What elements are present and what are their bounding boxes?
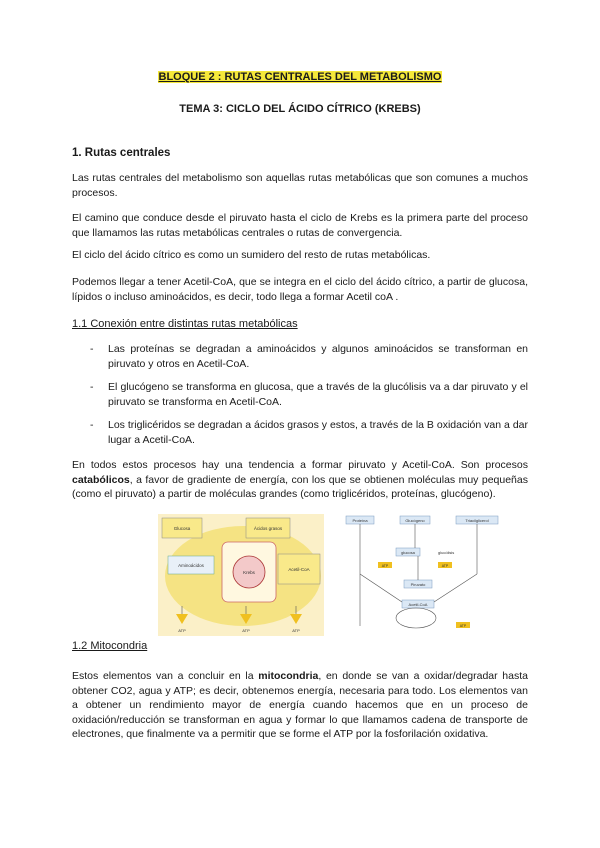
bullet-text: El glucógeno se transforma en glucosa, que a través de la glucólisis va a dar piruvato y el piruvato se transforma en Acetil-CoA. [108, 381, 528, 408]
fig2-label: ATP [459, 624, 467, 628]
mito-text-2: , en donde se van a oxidar/degradar hasta obtener CO2, agua y ATP; es decir, obtenemos energía, necesaria para todo. Los elementos van a obtener un rendimiento mayor de energía cuando hacemos que en un proceso de oxidación/reducción se transforman en agua y formar lo que llamamos cadena de transporte de electrones, que finalmente va a permitir que se forme el ATP por la fosforilación oxidativa. [72, 670, 528, 740]
bullet-item [90, 342, 528, 371]
paragraph-4: Podemos llegar a tener Acetil-CoA, que se integra en el ciclo del ácido cítrico, a partir de glucosa, lípidos o incluso aminoácidos, es decir, todo llega a formar Acetil coA . [72, 276, 528, 303]
fig2-label: Triacilglicerol [465, 518, 489, 523]
fig1-label: Acetil-CoA [288, 567, 310, 572]
catabolism-flow-figure [338, 514, 504, 636]
mito-bold: mitocondria [258, 670, 319, 682]
summary-text-2: , a favor de gradiente de energía, con los que se obtienen moléculas muy pequeñas (como el piruvato) a partir de moléculas grandes (como triglicéridos, proteínas, glucógeno). [72, 473, 528, 500]
block-title-text: BLOQUE 2 : RUTAS CENTRALES DEL METABOLISMO [158, 71, 442, 83]
fig2-label: ATP [441, 564, 449, 568]
section-heading-1: 1. Rutas centrales [72, 147, 171, 159]
summary-bold: catabólicos [72, 473, 130, 486]
fig1-label: Aminoácidos [178, 563, 204, 568]
fig2-label: glucosa [401, 550, 415, 555]
section-heading-1-2: 1.2 Mitocondria [72, 640, 148, 652]
bullet-text: Los triglicéridos se degradan a ácidos grasos y estos, a través de la B oxidación van a dar lugar a Acetil-CoA. [108, 419, 528, 446]
fig2-label: Piruvato [410, 582, 426, 587]
fig1-label: Glucosa [173, 526, 191, 531]
bullet-item [90, 380, 528, 409]
fig2-label: Glucógeno [405, 518, 425, 523]
fig1-label: Krebs [243, 570, 255, 575]
fig1-label: ATP [178, 628, 186, 633]
summary-text-1: En todos estos procesos hay una tendencia a formar piruvato y Acetil-CoA. Son procesos [72, 459, 528, 471]
block-title [0, 71, 600, 83]
fig2-label: glucólisis [438, 550, 455, 555]
fig1-label: ATP [292, 628, 300, 633]
mito-text-1: Estos elementos van a concluir en la [72, 670, 259, 682]
fig1-label: Ácidos grasos [253, 526, 283, 531]
bullet-text: Las proteínas se degradan a aminoácidos y algunos aminoácidos se transforman en piruvato y otros en Acetil-CoA. [108, 343, 528, 370]
topic-title: TEMA 3: CICLO DEL ÁCIDO CÍTRICO (KREBS) [179, 103, 421, 115]
bullet-item [90, 418, 528, 447]
fig1-label: ATP [242, 628, 250, 633]
bullet-marker: - [90, 381, 94, 393]
paragraph-1: Las rutas centrales del metabolismo son aquellas rutas metabólicas que son comunes a muchos procesos. [72, 172, 528, 199]
paragraph-2: El camino que conduce desde el piruvato hasta el ciclo de Krebs es la primera parte del proceso que llamamos las rutas metabólicas centrales o rutas de convergencia. [72, 212, 528, 239]
paragraph-3: El ciclo del ácido cítrico es como un sumidero del resto de rutas metabólicas. [72, 249, 431, 261]
summary-paragraph [72, 458, 528, 502]
bullet-marker: - [90, 419, 94, 431]
fig2-label: Proteína [352, 518, 368, 523]
section-heading-1-1: 1.1 Conexión entre distintas rutas metabólicas [72, 318, 298, 330]
metabolic-pathways-figure [158, 514, 324, 636]
fig2-label: ATP [381, 564, 389, 568]
bullet-marker: - [90, 343, 94, 355]
mitochondria-paragraph [72, 669, 528, 742]
fig2-label: Acetil-CoA [408, 602, 428, 607]
